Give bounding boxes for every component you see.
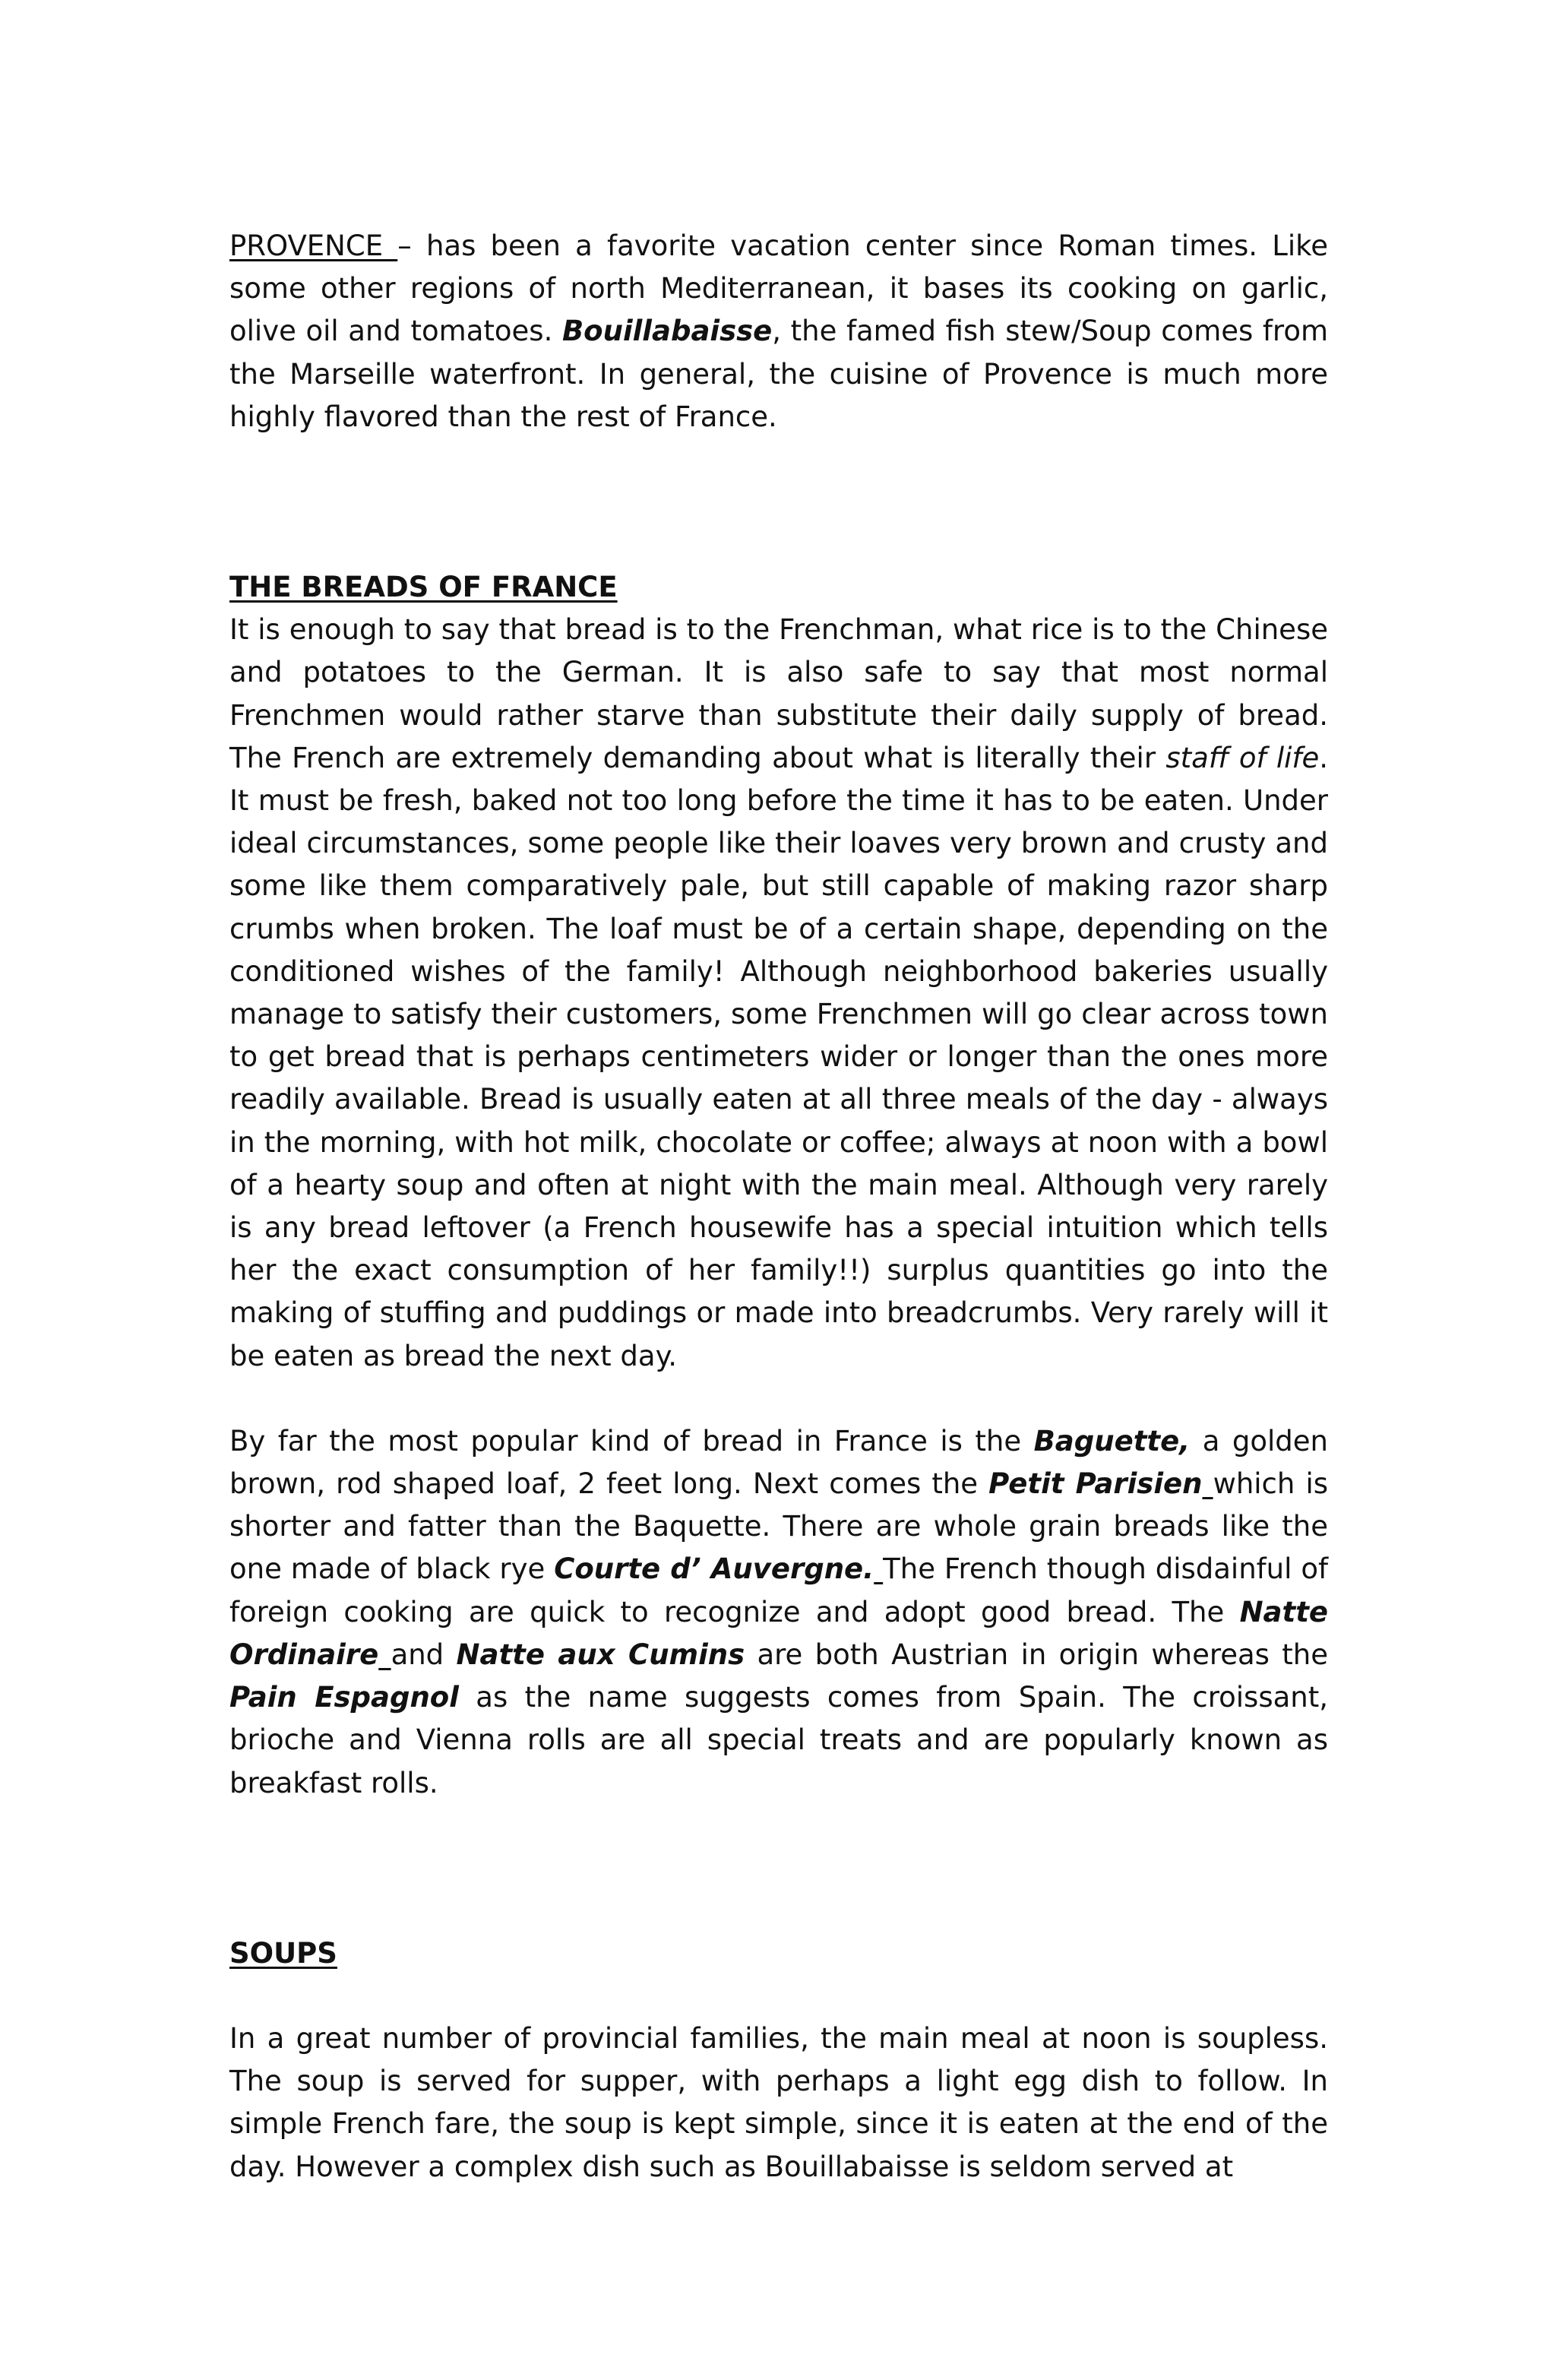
breads-p2-text-2: a golden brown, rod shaped loaf, 2 feet long. Next comes the <box>229 1424 1328 1501</box>
breads-term-natte-aux-cumins: Natte aux Cumins <box>456 1638 745 1671</box>
breads-term-baguette: Baguette, <box>1033 1424 1191 1457</box>
breads-gap-3 <box>874 1552 883 1585</box>
breads-paragraph-1 <box>229 609 1328 1378</box>
breads-term-pain-espagnol: Pain Espagnol <box>229 1681 459 1714</box>
section-heading-breads: THE BREADS OF FRANCE <box>229 571 618 604</box>
breads-p1-italic: staff of life <box>1165 741 1320 774</box>
breads-p2-text-1: By far the most popular kind of bread in France is the <box>229 1424 1034 1457</box>
provence-label: PROVENCE <box>229 229 398 262</box>
breads-term-petit-parisien: Petit Parisien <box>988 1467 1203 1501</box>
breads-gap-4 <box>378 1638 391 1671</box>
section-heading-soups: SOUPS <box>229 1936 337 1970</box>
breads-term-natte-ordinaire: Natte Ordinaire <box>229 1595 1328 1671</box>
breads-p1-text-2: . It must be fresh, baked not too long before the time it has to be eaten. Under ideal circumstances, some people like their loaves very brown and crusty and some like them comparatively pale, but still capable of making razor sharp crumbs when broken. The loaf must be of a certain shape, depending on the conditioned wishes of the family! Although neighborhood bakeries usually manage to satisfy their customers, some Frenchmen will go clear across town to get bread that is perhaps centimeters wider or longer than the ones more readily available. Bread is usually eaten at all three meals of the day - always in the morning, with hot milk, chocolate or coffee; always at noon with a bowl of a hearty soup and often at night with the main meal. Although very rarely is any bread leftover (a French housewife has a special intuition which tells her the exact consumption of her family!!) surplus quantities go into the making of stuffing and puddings or made into breadcrumbs. Very rarely will it be eaten as bread the next day. <box>229 741 1328 1372</box>
soups-p1-text: In a great number of provincial families, the main meal at noon is soupless. The soup is served for supper, with perhaps a light egg dish to follow. In simple French fare, the soup is kept simple, since it is eaten at the end of the day. However a complex dish such as Bouillabaisse is seldom served at <box>229 2021 1328 2183</box>
provence-paragraph <box>229 225 1328 438</box>
breads-p2-text-5: and <box>391 1638 457 1671</box>
soups-paragraph-1 <box>229 2018 1328 2189</box>
provence-dash: – <box>397 229 426 262</box>
provence-term-bouillabaisse: Bouillabaisse <box>561 315 773 348</box>
breads-p2-text-6: are both Austrian in origin whereas the <box>745 1638 1329 1671</box>
breads-p2-text-3: which is shorter and fatter than the Baquette. There are whole grain breads like the one made of black rye <box>229 1467 1328 1586</box>
breads-p1-text-1: It is enough to say that bread is to the Frenchman, what rice is to the Chinese and potatoes to the German. It is also safe to say that most normal Frenchmen would rather starve than substitute their daily supply of bread. The French are extremely demanding about what is literally their <box>229 613 1328 774</box>
provence-text-2: , the famed fish stew/Soup comes from the Marseille waterfront. In general, the cuisine of Provence is much more highly flavored than the rest of France. <box>229 315 1329 433</box>
breads-term-courte-dauvergne: Courte d’ Auvergne. <box>554 1552 874 1586</box>
breads-gap-2 <box>1202 1467 1213 1500</box>
breads-p2-text-7: as the name suggests comes from Spain. The croissant, brioche and Vienna rolls are all special treats and are popularly known as breakfast rolls. <box>229 1681 1328 1799</box>
breads-paragraph-2 <box>229 1420 1328 1805</box>
breads-p2-text-4: The French though disdainful of foreign cooking are quick to recognize and adopt good bread. The <box>229 1552 1328 1628</box>
document-page <box>229 225 1328 2189</box>
provence-text-1: has been a favorite vacation center since Roman times. Like some other regions of north Mediterranean, it bases its cooking on garlic, olive oil and tomatoes. <box>229 229 1328 348</box>
